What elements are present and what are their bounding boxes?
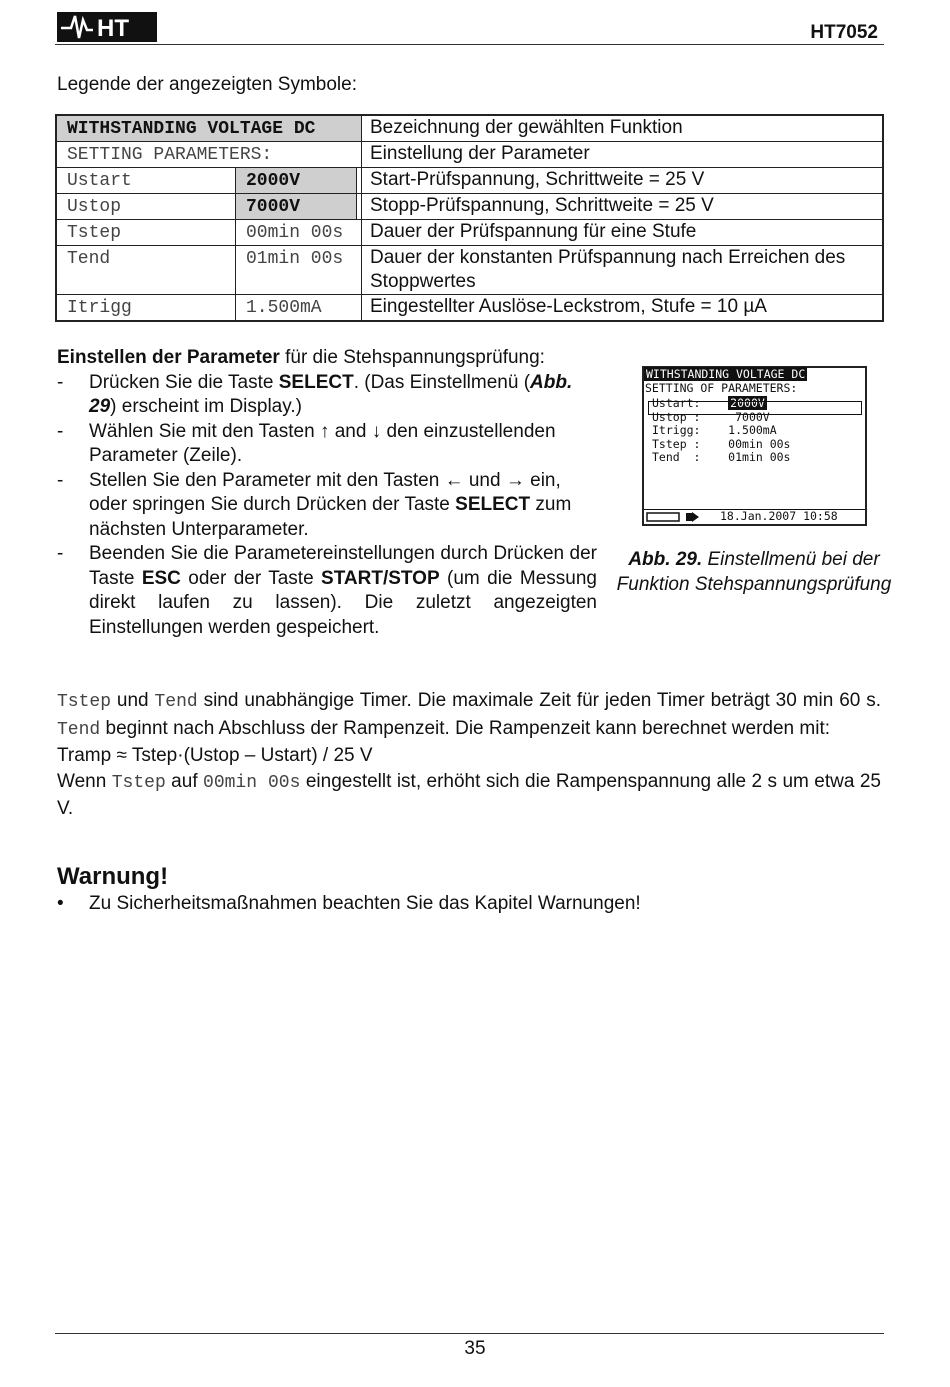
lcd-status-bar xyxy=(644,509,865,524)
page-number: 35 xyxy=(464,1338,486,1359)
lcd-datetime: 18.Jan.2007 10:58 xyxy=(720,509,838,523)
param-label: Tstep xyxy=(67,223,122,243)
instruction-list xyxy=(57,371,597,641)
legend-row xyxy=(56,295,883,322)
instruction-section xyxy=(57,346,597,640)
legend-desc: Dauer der konstanten Prüfspannung nach Erreichen des Stoppwertes xyxy=(362,246,884,295)
header-divider xyxy=(55,44,884,45)
lcd-title: WITHSTANDING VOLTAGE DC xyxy=(646,367,806,381)
warning-heading: Warnung! xyxy=(57,863,169,890)
legend-title: Legende der angezeigten Symbole: xyxy=(57,74,358,95)
warning-bullet: • Zu Sicherheitsmaßnahmen beachten Sie das Kapitel Warnungen! xyxy=(57,893,641,914)
lcd-row: Tend : 01min 00s xyxy=(652,450,791,464)
legend-desc: Eingestellter Auslöse-Leckstrom, Stufe = 10 µA xyxy=(362,295,884,322)
param-label: Ustart xyxy=(67,171,132,191)
lcd-row: Ustart: 2000V xyxy=(652,396,765,410)
figure-caption: Abb. 29. Einstellmenü bei der Funktion Stehspannungsprüfung xyxy=(616,549,892,595)
param-label: Itrigg xyxy=(67,298,132,318)
lcd-row: Itrigg: 1.500mA xyxy=(652,423,777,437)
function-name: WITHSTANDING VOLTAGE DC xyxy=(67,119,316,139)
brand-text: HT xyxy=(97,15,129,42)
bullet-icon: • xyxy=(57,893,64,914)
legend-desc: Einstellung der Parameter xyxy=(362,142,884,168)
legend-desc: Stopp-Prüfspannung, Schrittweite = 25 V xyxy=(362,194,884,220)
list-item: - Drücken Sie die Taste SELECT. (Das Einstellmenü (Abb. 29) erscheint im Display.) xyxy=(57,371,573,417)
lcd-subtitle: SETTING OF PARAMETERS: xyxy=(645,380,798,395)
legend-row xyxy=(56,168,883,194)
legend-row xyxy=(56,194,883,220)
param-value: 01min 00s xyxy=(246,249,344,269)
setting-parameters-label: SETTING PARAMETERS: xyxy=(67,145,273,165)
lcd-selection-box xyxy=(648,401,862,415)
param-value: 1.500mA xyxy=(246,298,322,318)
param-label: Ustop xyxy=(67,197,122,217)
legend-table xyxy=(55,114,884,322)
arrow-down-icon: ↓ xyxy=(371,420,382,442)
lcd-display xyxy=(642,366,867,526)
lcd-row: Ustop : 7000V xyxy=(652,409,770,424)
param-value: 7000V xyxy=(246,197,301,217)
param-value: 00min 00s xyxy=(246,223,344,243)
legend-row xyxy=(56,220,883,246)
legend-row xyxy=(56,142,883,168)
section-intro: Einstellen der Parameter für die Stehspannungsprüfung: xyxy=(57,347,545,368)
list-item: - Wählen Sie mit den Tasten ↑ and ↓ den einzustellenden Parameter (Zeile). xyxy=(57,420,556,466)
ht-logo xyxy=(57,8,157,44)
lcd-row: Tstep : 00min 00s xyxy=(652,436,791,451)
arrow-right-icon: → xyxy=(505,469,525,491)
footer-divider xyxy=(55,1333,884,1334)
paragraph: Tstep und Tend sind unabhängige Timer. Die maximale Zeit für jeden Timer beträgt 30 min 60 s. Tend beginnt nach Abschluss der Rampenzeit. Die Rampenzeit kann berechnet werden mit: xyxy=(57,690,881,740)
param-value: 2000V xyxy=(246,171,301,191)
paragraph: Wenn Tstep auf 00min 00s eingestellt ist, erhöht sich die Rampenspannung alle 2 s um etwa 25 V. xyxy=(57,770,881,819)
arrow-up-icon: ↑ xyxy=(319,420,330,442)
legend-desc: Dauer der Prüfspannung für eine Stufe xyxy=(362,220,884,246)
legend-row xyxy=(56,246,883,295)
list-item: - Beenden Sie die Parametereinstellungen durch Drücken der Taste ESC oder der Taste START/STOP (um die Messung direkt laufen zu lassen). Die zuletzt angezeigten Einstellungen werden gespeichert. xyxy=(57,543,597,638)
formula: Tramp ≈ Tstep·(Ustop – Ustart) / 25 V xyxy=(57,745,373,766)
legend-desc: Start-Prüfspannung, Schrittweite = 25 V xyxy=(362,168,884,194)
arrow-left-icon: ← xyxy=(444,469,464,491)
model-name: HT7052 xyxy=(810,22,878,43)
legend-desc: Bezeichnung der gewählten Funktion xyxy=(362,115,884,142)
battery-icon xyxy=(646,511,704,523)
param-label: Tend xyxy=(67,249,111,269)
legend-row xyxy=(56,115,883,142)
body-text xyxy=(57,688,881,822)
list-item: - Stellen Sie den Parameter mit den Tasten ← und → ein, oder springen Sie durch Drücken der Taste SELECT zum nächsten Unterparameter. xyxy=(57,469,572,540)
